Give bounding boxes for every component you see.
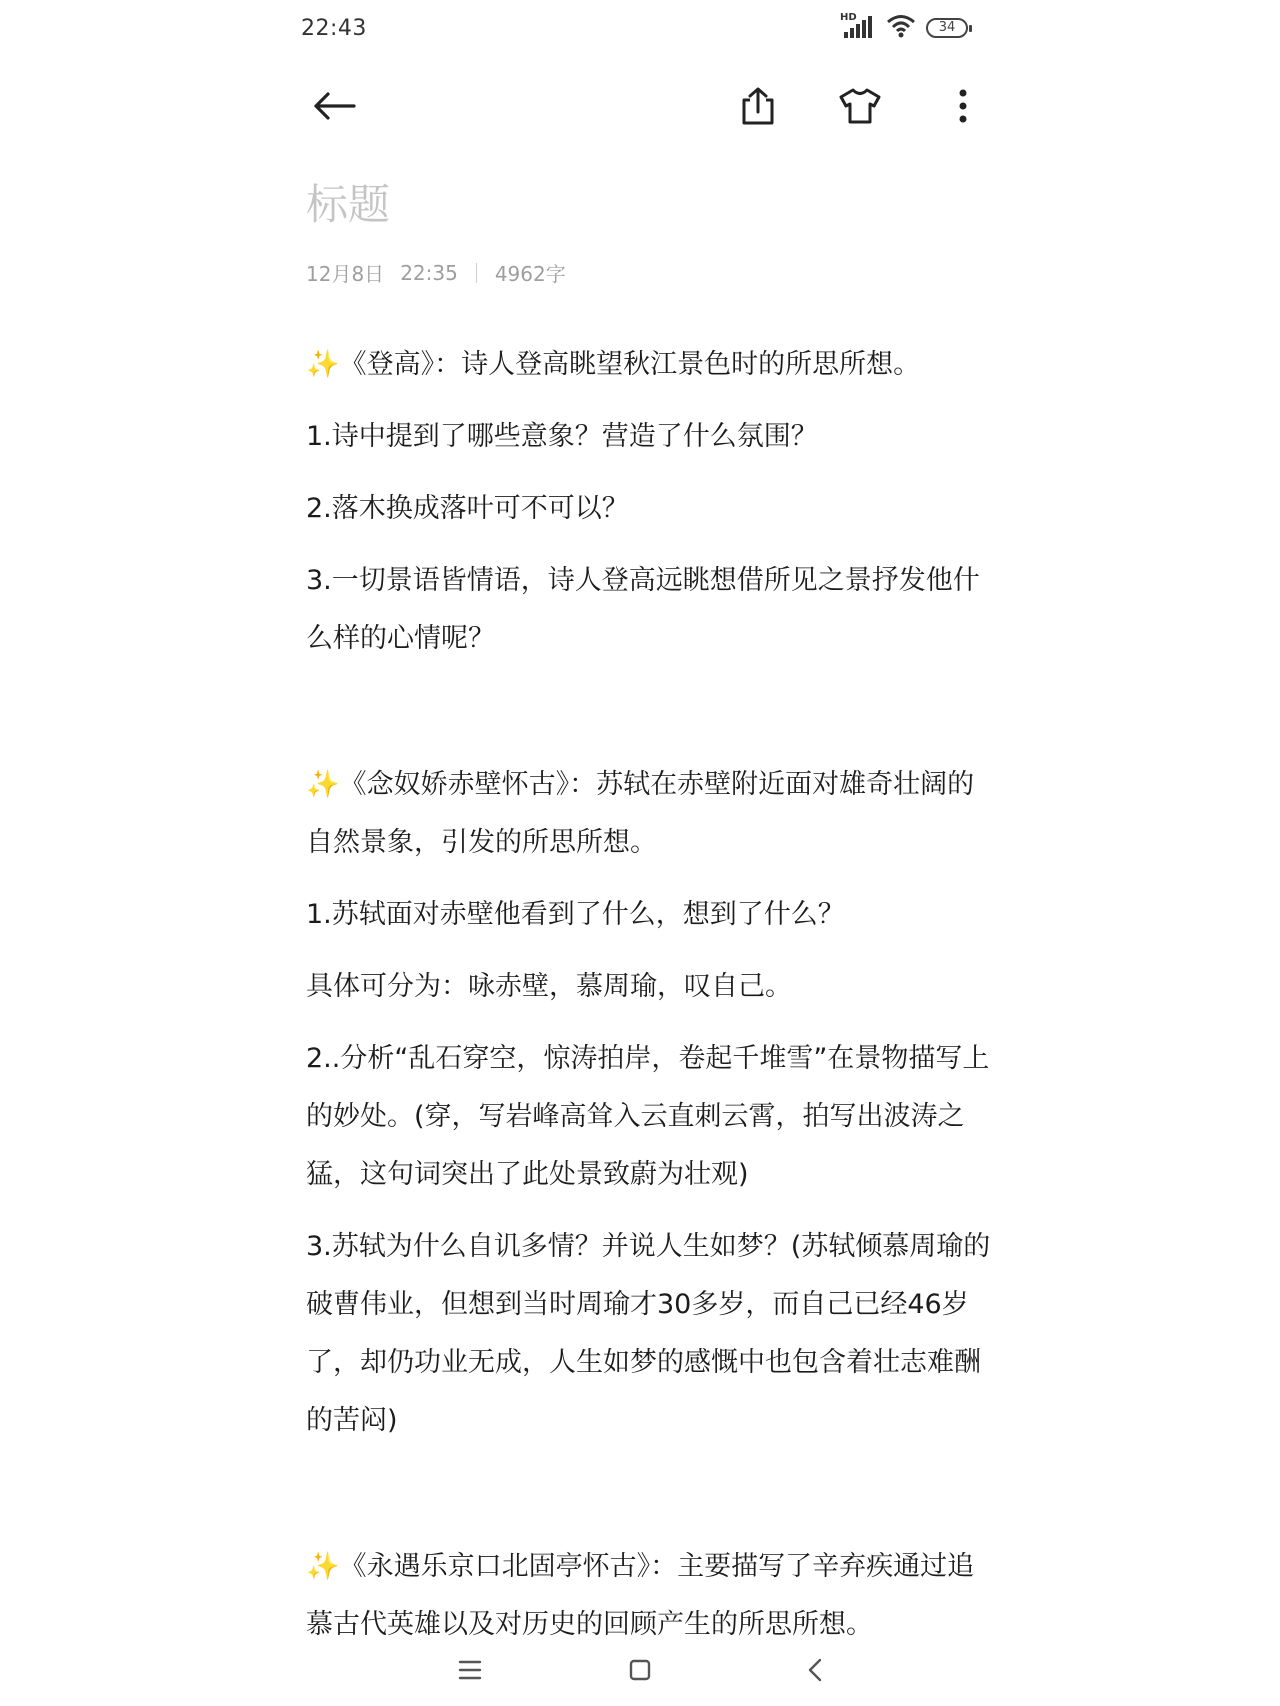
note-body[interactable] [306,336,996,1668]
list-item: 3.一切景语皆情语，诗人登高远眺想借所见之景抒发他什么样的心情呢？ [306,565,980,654]
note-title-placeholder[interactable]: 标题 [306,180,391,229]
menu-icon[interactable] [445,1645,495,1695]
section-heading: ✨《念奴娇赤壁怀古》：苏轼在赤壁附近面对雄奇壮阔的自然景象，引发的所思所想。 [306,769,975,858]
note-time: 22:35 [400,260,458,285]
list-item: 具体可分为：咏赤壁，慕周瑜，叹自己。 [306,971,792,1002]
list-item: 1.苏轼面对赤壁他看到了什么，想到了什么？ [306,899,845,930]
blank-line [306,682,996,756]
signal-icon [840,12,876,40]
meta-divider [476,263,477,283]
toolbar [0,62,1280,150]
battery-icon: 34 [926,18,968,38]
status-icons [840,14,968,42]
share-icon[interactable] [730,78,786,134]
blank-line [306,1464,996,1538]
section-heading: ✨《登高》：诗人登高眺望秋江景色时的所思所想。 [306,349,921,380]
back-chevron-icon[interactable] [790,1645,840,1695]
wifi-icon [886,14,916,42]
list-item: 3.苏轼为什么自讥多情？并说人生如梦？(苏轼倾慕周瑜的破曹伟业，但想到当时周瑜才30多岁，而自己已经46岁了，却仍功业无成，人生如梦的感慨中也包含着壮志难酬的苦闷) [306,1231,991,1436]
home-square-icon[interactable] [615,1645,665,1695]
more-vertical-icon[interactable] [935,78,991,134]
status-bar [0,0,1280,62]
system-nav-bar [0,1645,1280,1695]
list-item: 2.落木换成落叶可不可以？ [306,493,629,524]
word-count: 4962字 [494,262,566,286]
note-meta [306,258,566,287]
list-item: 2..分析“乱石穿空，惊涛拍岸，卷起千堆雪”在景物描写上的妙处。(穿，写岩峰高耸入云直刺云霄，拍写出波涛之猛，这句词突出了此处景致蔚为壮观) [306,1043,990,1190]
hd-badge: HD [840,12,857,23]
back-arrow-icon[interactable] [306,78,362,134]
list-item: 1.诗中提到了哪些意象？营造了什么氛围？ [306,421,818,452]
note-date: 12月8日 [306,262,385,286]
status-time: 22:43 [301,16,367,41]
section-heading: ✨《永遇乐京口北固亭怀古》：主要描写了辛弃疾通过追慕古代英雄以及对历史的回顾产生的所思所想。 [306,1551,975,1640]
theme-shirt-icon[interactable] [832,78,888,134]
